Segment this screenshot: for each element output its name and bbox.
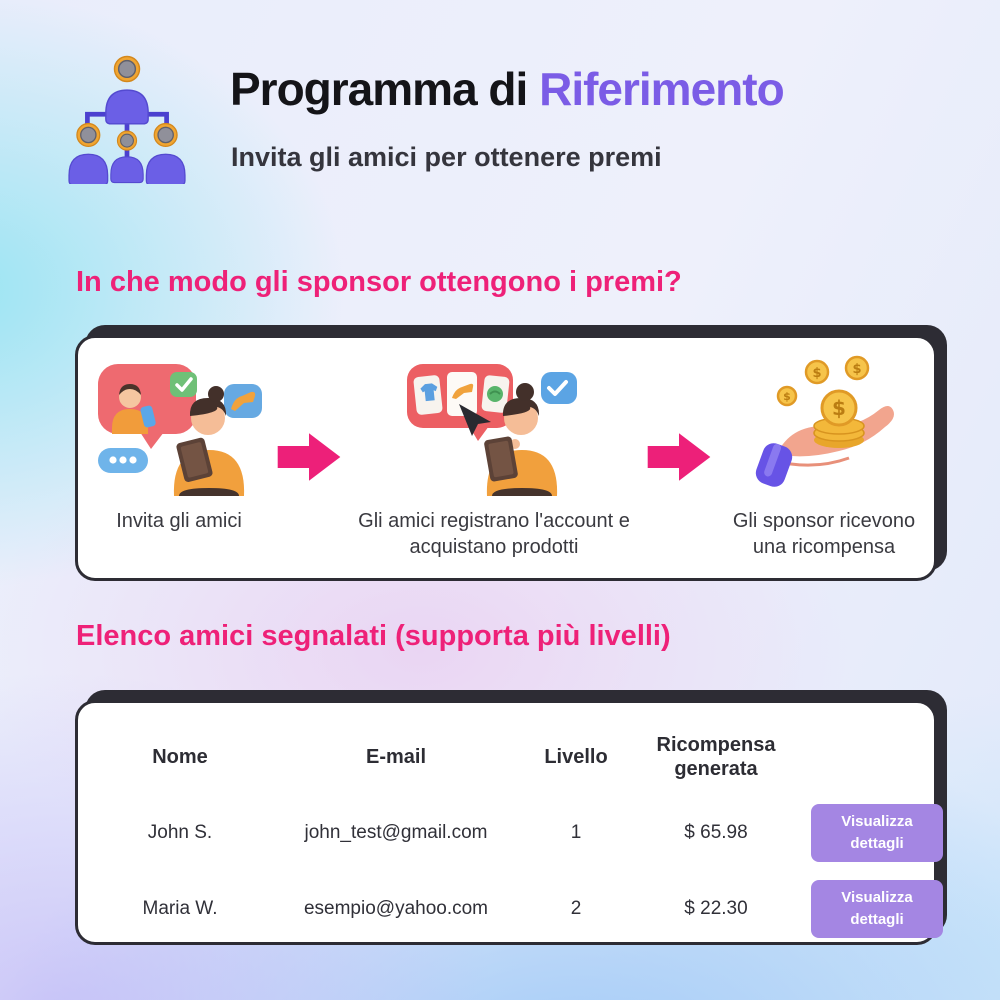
- step-caption: Invita gli amici: [116, 510, 242, 532]
- svg-text:$: $: [783, 390, 791, 403]
- step-caption: Gli sponsor ricevono una ricompensa: [732, 510, 916, 558]
- step-friends-register: [344, 352, 644, 560]
- cell-level: 2: [570, 898, 582, 919]
- cell-name: Maria W.: [142, 898, 218, 919]
- page-title: [230, 62, 784, 116]
- cell-reward: $ 65.98: [684, 822, 748, 843]
- how-section-heading: In che modo gli sponsor ottengono i premi?: [76, 266, 682, 298]
- column-header-email: E-mail: [365, 746, 427, 768]
- title-part-purple: Riferimento: [539, 63, 784, 115]
- referred-friends-card: [75, 700, 937, 945]
- column-header-reward: Ricompensa generata: [656, 734, 776, 780]
- how-it-works-card: [75, 335, 937, 581]
- column-header-name: Nome: [152, 746, 208, 768]
- cell-email: john_test@gmail.com: [304, 822, 488, 843]
- referral-network-icon: [68, 52, 186, 184]
- sponsor-reward-illustration: [729, 352, 919, 502]
- friends-register-illustration: [399, 352, 589, 502]
- cell-reward: $ 22.30: [684, 898, 748, 919]
- view-details-button[interactable]: Visualizza dettagli: [811, 804, 943, 862]
- svg-text:$: $: [812, 366, 822, 381]
- step-invite-friends: [84, 352, 274, 534]
- column-header-level: Livello: [544, 746, 608, 768]
- invite-friends-illustration: [84, 352, 274, 502]
- cell-email: esempio@yahoo.com: [303, 898, 489, 919]
- cell-name: John S.: [147, 822, 213, 843]
- right-arrow-icon: [274, 430, 344, 484]
- view-details-button[interactable]: Visualizza dettagli: [811, 880, 943, 938]
- step-sponsor-reward: [714, 352, 934, 560]
- right-arrow-icon: [644, 430, 714, 484]
- svg-text:$: $: [832, 396, 846, 420]
- referred-friends-table: [78, 703, 934, 947]
- title-part-black: Programma di: [230, 63, 528, 115]
- list-section-heading: Elenco amici segnalati (supporta più livelli): [76, 620, 671, 652]
- step-caption: Gli amici registrano l'account e acquistano prodotti: [358, 510, 630, 558]
- svg-text:$: $: [852, 362, 862, 377]
- page-subtitle: Invita gli amici per ottenere premi: [231, 142, 662, 172]
- cell-level: 1: [570, 822, 582, 843]
